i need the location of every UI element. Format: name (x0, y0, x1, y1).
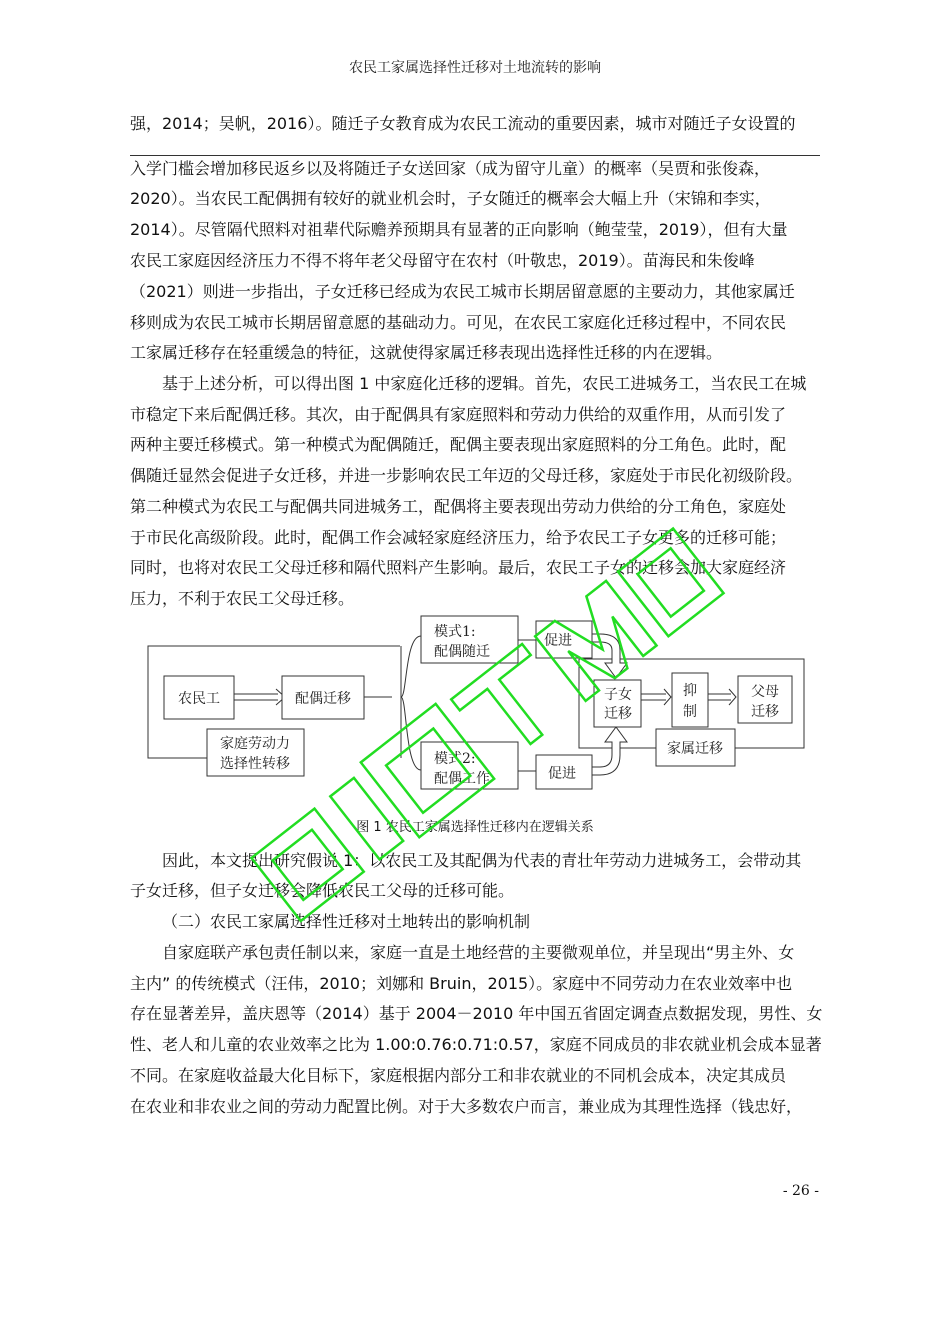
text-line: 农民工家庭因经济压力不得不将年老父母留守在农村（叶敬忠，2019）。苗海民和朱俊峰 (130, 251, 755, 270)
text-line: 移则成为农民工城市长期居留意愿的基础动力。可见，在农民工家庭化迁移过程中，不同农民 (130, 313, 787, 332)
text-line: 在农业和非农业之间的劳动力配置比例。对于大多数农户而言，兼业成为其理性选择（钱忠好， (130, 1097, 803, 1116)
label-yizhi-b: 制 (683, 704, 697, 720)
text-line: 同时，也将对农民工父母迁移和隔代照料产生影响。最后，农民工子女的迁移会加大家庭经济 (130, 558, 787, 577)
page-number: - 26 - (782, 1183, 819, 1199)
label-zinv-a: 子女 (604, 687, 632, 703)
arrow-head-3 (729, 689, 736, 705)
label-jiashu-qianyi: 家属迁移 (667, 741, 723, 757)
text-line: 于市民化高级阶段。此时，配偶工作会减轻家庭经济压力，给予农民工子女更多的迁移可能； (130, 528, 787, 547)
text-line: 自家庭联产承包责任制以来，家庭一直是土地经营的主要微观单位，并呈现出“男主外、女 (162, 943, 795, 962)
text-line: 入学门槛会增加移民返乡以及将随迁子女送回家（成为留守儿童）的概率（吴贾和张俊森， (130, 159, 771, 178)
label-cujin-top: 促进 (544, 633, 572, 649)
arrow-head-2 (664, 689, 671, 705)
text-line: 不同。在家庭收益最大化目标下，家庭根据内部分工和非农就业的不同机会成本，决定其成员 (130, 1066, 787, 1085)
arrow-cujin-top (592, 634, 627, 678)
label-moshi1-b: 配偶随迁 (434, 644, 490, 660)
figure-caption: 图 1 农民工家属选择性迁移内在逻辑关系 (356, 820, 594, 835)
label-jiating-2: 选择性转移 (220, 756, 290, 772)
text-line: 市稳定下来后配偶迁移。其次，由于配偶具有家庭照料和劳动力供给的双重作用，从而引发了 (130, 405, 787, 424)
label-fumu-a: 父母 (751, 684, 779, 700)
brace (364, 636, 421, 770)
text-line: 两种主要迁移模式。第一种模式为配偶随迁，配偶主要表现出家庭照料的分工角色。此时，配 (130, 435, 787, 454)
text-line: 第二种模式为农民工与配偶共同进城务工，配偶将主要表现出劳动力供给的分工角色，家庭处 (130, 497, 787, 516)
text-line: 子女迁移，但子女迁移会降低农民工父母的迁移可能。 (130, 881, 515, 900)
label-fumu-b: 迁移 (751, 704, 779, 720)
label-moshi2-b: 配偶工作 (434, 771, 490, 787)
text-line: 强，2014；吴帆，2016）。随迁子女教育成为农民工流动的重要因素，城市对随迁子女设置的 (130, 114, 796, 133)
label-moshi2-a: 模式2: (434, 751, 476, 767)
label-moshi1-a: 模式1: (434, 624, 476, 640)
text-line: 压力，不利于农民工父母迁移。 (130, 589, 355, 608)
label-nongmingong: 农民工 (178, 691, 220, 707)
text-line: 因此，本文提出研究假说 1：以农民工及其配偶为代表的青壮年劳动力进城务工，会带动其 (162, 851, 802, 870)
text-line: （2021）则进一步指出，子女迁移已经成为农民工城市长期居留意愿的主要动力，其他家属迁 (130, 282, 795, 301)
text-line: 性、老人和儿童的农业效率之比为 1.00:0.76:0.71:0.57，家庭不同成员的非农就业机会成本显著 (130, 1035, 822, 1054)
label-yizhi-a: 抑 (683, 683, 697, 699)
label-jiating-1: 家庭劳动力 (220, 736, 290, 752)
running-header: 农民工家属选择性迁移对土地流转的影响 (349, 60, 601, 76)
text-line: 2020）。当农民工配偶拥有较好的就业机会时，子女随迁的概率会大幅上升（宋锦和李实， (130, 189, 771, 208)
text-line: 存在显著差异，盖庆恩等（2014）基于 2004－2010 年中国五省固定调查点数据发现，男性、女 (130, 1004, 823, 1023)
text-line: 偶随迁显然会促进子女迁移，并进一步影响农民工年迈的父母迁移，家庭处于市民化初级阶段。 (130, 466, 803, 485)
text-line: 工家属迁移存在轻重缓急的特征，这就使得家属迁移表现出选择性迁移的内在逻辑。 (130, 343, 723, 362)
arrow-cujin-bottom (592, 727, 627, 775)
section-heading: （二）农民工家属选择性迁移对土地转出的影响机制 (162, 912, 531, 931)
label-cujin-bottom: 促进 (548, 766, 576, 782)
text-line: 2014）。尽管隔代照料对祖辈代际赡养预期具有显著的正向影响（鲍莹莹，2019），但有大量 (130, 220, 788, 239)
text-line: 主内” 的传统模式（汪伟，2010；刘娜和 Bruin，2015）。家庭中不同劳动力在农业效率中也 (130, 974, 793, 993)
text-line: 基于上述分析，可以得出图 1 中家庭化迁移的逻辑。首先，农民工进城务工，当农民工在城 (162, 374, 807, 393)
label-zinv-b: 迁移 (604, 706, 632, 722)
label-peiou-qianyi: 配偶迁移 (295, 691, 351, 707)
